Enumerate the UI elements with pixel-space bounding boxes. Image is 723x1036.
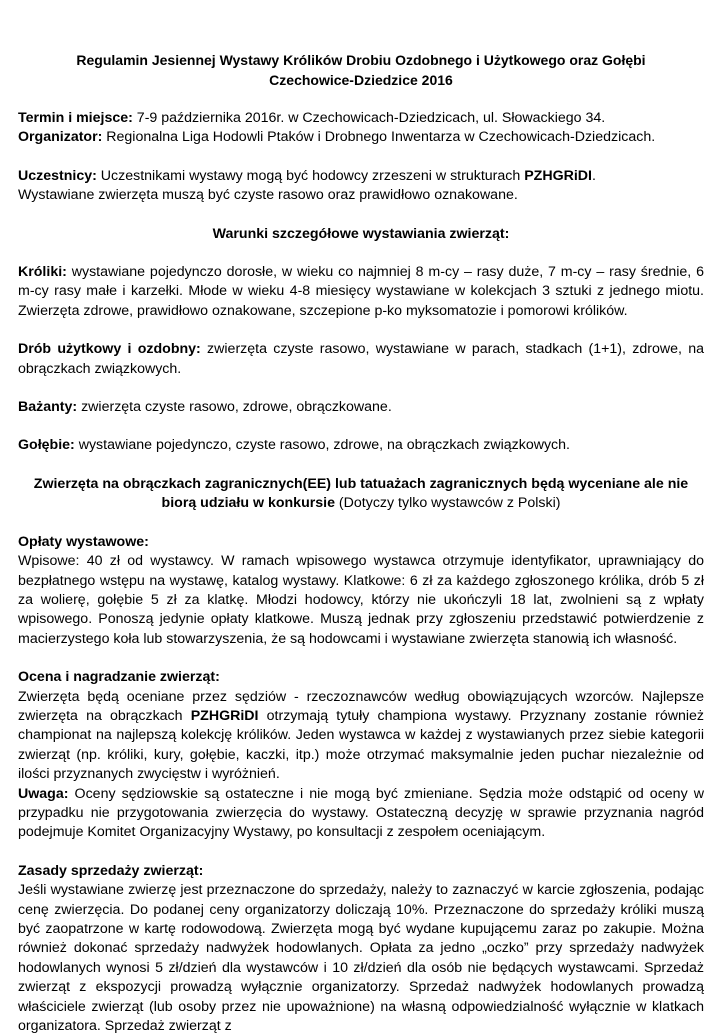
golebie-label: Gołębie: — [18, 437, 75, 454]
zagraniczne-normal: (Dotyczy tylko wystawców z Polski) — [334, 495, 561, 512]
uczestnicy-label: Uczestnicy: — [18, 167, 97, 184]
uczestnicy-org: PZHGRiDI — [524, 167, 592, 184]
kroliki-text: wystawiane pojedynczo dorosłe, w wieku co najmniej 8 m-cy – rasy duże, 7 m-cy – rasy średnie, 6 m-cy rasy małe i karzełki. Młode w wieku 4-8 miesięcy wystawiane w kolekcjach 3 sztuki z jednego miotu. Zwierzęta zdrowe, prawidłowo oznakowane, szczepione p-ko myksomatozie i pomorowi królików. — [18, 264, 704, 319]
termin-label: Termin i miejsce: — [18, 110, 133, 126]
document-title — [18, 50, 704, 90]
organizator-label: Organizator: — [18, 129, 103, 146]
organizator-text: Regionalna Liga Hodowli Ptaków i Drobnego Inwentarza w Czechowicach-Dziedzicach. — [102, 129, 656, 146]
title-line-1: Regulamin Jesiennej Wystawy Królików Drobiu Ozdobnego i Użytkowego oraz Gołębi — [76, 52, 646, 68]
bazanty-text: zwierzęta czyste rasowo, zdrowe, obrączkowane. — [77, 399, 392, 416]
sprzedaz-heading: Zasady sprzedaży zwierząt: — [18, 862, 204, 879]
uwaga-label: Uwaga: — [18, 785, 69, 802]
sprzedaz-text: Jeśli wystawiane zwierzę jest przeznaczone do sprzedaży, należy to zaznaczyć w karcie zgłoszenia, podając cenę zwierzęcia. Do podanej ceny organizatorzy doliczają 10%. Przeznaczone do sprzedaży króliki muszą być zaopatrzone w kartę rodowodową. Zwierzęta mogą być wydane kupującemu zaraz po zakupie. Można również dokonać sprzedaży nadwyżek hodowlanych. Opłata za jedno „oczko” przy sprzedaży nadwyżek hodowlanych wynosi 5 zł/dzień dla wystawców i 10 zł/dzień dla osób nie będących wystawcami. Sprzedaż zwierząt z ekspozycji prowadzą wyłącznie organizatorzy. Sprzedaż nadwyżek hodowlanych prowadzą właściciele zwierząt (lub osoby przez nie upoważnione) na własną odpowiedzialność wyłącznie w klatkach organizatora. Sprzedaż zwierząt z — [18, 882, 704, 1035]
drob-label: Drób użytkowy i ozdobny: — [18, 341, 201, 358]
kroliki-label: Króliki: — [18, 264, 67, 281]
organizator-paragraph — [18, 128, 704, 147]
ocena-paragraph — [18, 688, 704, 785]
bazanty-label: Bażanty: — [18, 399, 78, 416]
drob-text: zwierzęta czyste rasowo, wystawiane w parach, stadkach (1+1), zdrowe, na obrączkach związkowych. — [18, 341, 704, 377]
zagraniczne-bold: Zwierzęta na obrączkach zagranicznych(EE) lub tatuażach zagranicznych będą wyceniane ale nie biorą udziału w konkursie — [33, 475, 689, 512]
golebie-paragraph — [18, 436, 704, 455]
drob-paragraph — [18, 340, 704, 379]
uczestnicy-paragraph — [18, 167, 704, 186]
uczestnicy-text: Uczestnikami wystawy mogą być hodowcy zrzeszeni w strukturach — [96, 167, 525, 184]
ocena-heading: Ocena i nagradzanie zwierząt: — [18, 669, 220, 686]
uczestnicy-end: . — [592, 167, 596, 184]
golebie-text: wystawiane pojedynczo, czyste rasowo, zdrowe, na obrączkach związkowych. — [74, 437, 570, 454]
uwaga-text: Oceny sędziowskie są ostateczne i nie mogą być zmieniane. Sędzia może odstąpić od oceny w przypadku nie przygotowania zwierzęcia do wystawy. Ostateczną decyzję w sprawie przyznania nagród podejmuje Komitet Organizacyjny Wystawy, po konsultacji z zespołem oceniającym. — [18, 785, 704, 841]
termin-text: 7-9 października 2016r. w Czechowicach-Dziedzicach, ul. Słowackiego 34. — [132, 110, 606, 126]
oplaty-text: Wpisowe: 40 zł od wystawcy. W ramach wpisowego wystawca otrzymuje identyfikator, uprawniający do bezpłatnego wstępu na wystawę, katalog wystawy. Klatkowe: 6 zł za każdego zgłoszonego królika, drób 5 zł za wolierę, gołębie 5 zł za klatkę. Młodzi hodowcy, którzy nie ukończyli 18 lat, zwolnieni są z wpłaty wpisowego. Ponoszą jedynie opłaty klatkowe. Muszą jednak przy zgłoszeniu przedstawić potwierdzenie z macierzystego koła lub stowarzyszenia, że są hodowcami i wystawiane zwierzęta stanowią ich własność. — [18, 553, 704, 647]
zagraniczne-notice — [18, 475, 704, 514]
ocena-org: PZHGRiDI — [190, 707, 259, 724]
title-line-2: Czechowice-Dziedzice 2016 — [269, 72, 453, 88]
kroliki-paragraph — [18, 263, 704, 321]
ocena-text-2: otrzymają tytuły championa wystawy. Przyznany zostanie również championat na najlepszą kolekcję królików. Jeden wystawca w każdej z wystawianych przez siebie kategorii zwierząt (np. króliki, kury, gołębie, kaczki, itp.) może otrzymać maksymalnie jeden puchar niezależnie od ilości przyznanych zwycięstw i wyróżnień. — [18, 707, 704, 783]
uczestnicy-line-2: Wystawiane zwierzęta muszą być czyste rasowo oraz prawidłowo oznakowane. — [18, 187, 518, 204]
uwaga-paragraph — [18, 785, 704, 843]
oplaty-heading: Opłaty wystawowe: — [18, 533, 149, 550]
warunki-heading: Warunki szczegółowe wystawiania zwierząt: — [212, 225, 510, 242]
termin-paragraph — [18, 109, 704, 128]
ocena-text-1: Zwierzęta będą oceniane przez sędziów - rzeczoznawców według obowiązujących wzorców. Najlepsze zwierzęta na obrączkach — [18, 688, 704, 724]
bazanty-paragraph — [18, 398, 704, 417]
